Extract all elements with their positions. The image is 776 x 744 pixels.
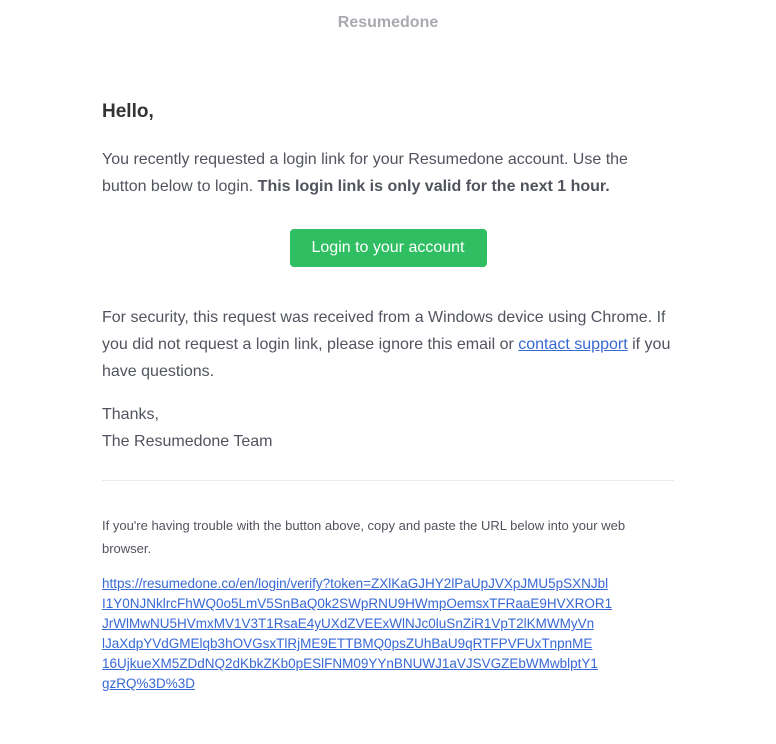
fallback-url-link[interactable] [102,574,674,694]
fallback-instructions: If you're having trouble with the button above, copy and paste the URL below into your web browser. [102,518,626,556]
login-button[interactable]: Login to your account [290,229,487,267]
intro-paragraph [102,146,674,200]
contact-support-link[interactable]: contact support [518,336,628,353]
intro-bold-text: This login link is only valid for the next 1 hour. [257,178,610,195]
fallback-url-line: lJaXdpYVdGMElqb3hOVGsxTlRjME9ETTBMQ0psZUhBaU9qRTFPVFUxTnpnME [102,636,593,651]
security-text-1: For security, this request was received from a Windows device using Chrome. If you did not request a login link, please ignore this email or [102,309,666,353]
fallback-url-line: https://resumedone.co/en/login/verify?token=ZXlKaGJHY2lPaUpJVXpJMU5pSXNJbl [102,576,609,591]
signoff-paragraph [102,401,674,455]
fallback-url-line: gzRQ%3D%3D [102,676,196,691]
fallback-url-line: I1Y0NJNklrcFhWQ0o5LmV5SnBaQ0k2SWpRNU9HWmpOemsxTFRaaE9HVXROR1 [102,596,613,611]
security-text-2: if you have questions. [102,336,671,380]
intro-text: You recently requested a login link for your Resumedone account. Use the button below to login. [102,151,628,195]
fallback-url-line: JrWlMwNU5HVmxMV1V3T1RsaE4yUXdZVEExWlNJc0luSnZiR1VpT2lKMWMyVn [102,616,595,631]
signoff-team: The Resumedone Team [102,433,273,450]
button-row [102,229,674,267]
divider [102,480,674,481]
fallback-url-line: 16UjkueXM5ZDdNQ2dKbkZKb0pESlFNM09YYnBNUWJ1aVJSVGZEbWMwblptY1 [102,656,598,671]
signoff-thanks: Thanks, [102,406,159,423]
brand-name: Resumedone [337,14,439,31]
security-paragraph [102,304,674,385]
greeting-heading: Hello, [102,101,154,122]
email-body [102,0,674,694]
